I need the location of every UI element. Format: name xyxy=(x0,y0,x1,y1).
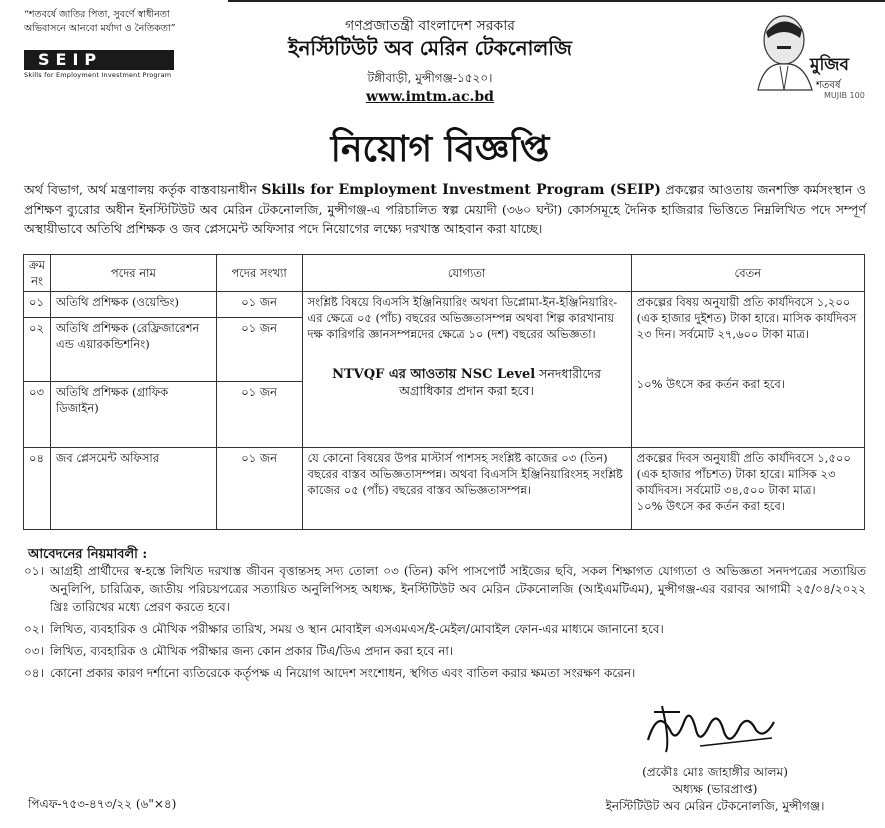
row-count: ০১ জন xyxy=(216,382,302,448)
salary-text: প্রকল্পের দিবস অনুযায়ী প্রতি কার্যদিবসে ১,৫০০ (এক হাজার পাঁচশত) টাকা হারে। মাসিক ২৩ কার্যদিবস। সর্বমোট ৩৪,৫০০ টাকা মাত্র। xyxy=(636,451,851,497)
signature xyxy=(640,700,780,758)
intro-paragraph xyxy=(24,180,866,238)
row-serial: ০৩ xyxy=(24,382,51,448)
rules-heading: আবেদনের নিয়মাবলী : xyxy=(28,547,148,562)
row-count: ০১ জন xyxy=(216,448,302,530)
instructor-salary xyxy=(631,292,864,448)
salary-text: প্রকল্পের বিষয় অনুযায়ী প্রতি কার্যদিবসে ১,২০০ (এক হাজার দুইশত) টাকা হারে। মাসিক কার্যদিবস ২৩ দিন। সর্বমোট ২৭,৬০০ টাকা মাত্র। xyxy=(636,295,857,341)
institute-name: ইনস্টিটিউট অব মেরিন টেকনোলজি xyxy=(288,36,572,60)
motto xyxy=(24,8,176,36)
signer-name: (প্রকৌঃ মোঃ জাহাঙ্গীর আলম) xyxy=(642,765,788,779)
qualification-note xyxy=(308,366,626,399)
header-salary: বেতন xyxy=(631,255,864,292)
footer-code: পিএফ-৭৫৩-৪৭৩/২২ (৬"×৪) xyxy=(28,797,177,811)
officer-salary xyxy=(631,448,864,530)
row-post: অতিথি প্রশিক্ষক (রেফ্রিজারেশন এন্ড এয়ারকন্ডিশনিং) xyxy=(51,318,217,382)
qualification-note-bold: NTVQF এর আওতায় NSC Level xyxy=(332,367,536,382)
intro-program: Skills for Employment Investment Program (SEIP) xyxy=(261,182,661,198)
rule-number: ০৩। xyxy=(24,644,44,658)
list-item xyxy=(24,664,866,682)
mujib-logo-text: মুজিব xyxy=(810,55,849,75)
tax-note: ১০% উৎসে কর কর্তন করা হবে। xyxy=(636,499,785,513)
row-count: ০১ জন xyxy=(216,318,302,382)
website-link[interactable]: www.imtm.ac.bd xyxy=(366,89,494,105)
mujib-100-logo xyxy=(744,12,874,102)
list-item xyxy=(24,642,866,660)
row-serial: ০২ xyxy=(24,318,51,382)
tax-note: ১০% উৎসে কর কর্তন করা হবে। xyxy=(636,377,785,391)
rule-text: আগ্রহী প্রার্থীদের স্ব-হস্তে লিখিত দরখাস্ত জীবন বৃত্তান্তসহ সদ্য তোলা ০৩ (তিন) কপি পাসপোর্ট সাইজের ছবি, সকল শিক্ষাগত যোগ্যতা ও অভিজ্ঞতা সনদপত্রের সত্যায়িত অনুলিপি, চারিত্রিক, জাতীয় পরিচয়পত্রের সত্যায়িত অনুলিপিসহ অধ্যক্ষ, ইনস্টিটিউট অব মেরিন টেকনোলজি (আইএমটিএম), মুন্সীগঞ্জ-এর বরাবর আগামী ২৫/০৪/২০২২ খ্রিঃ তারিখের মধ্যে প্রেরণ করতে হবে। xyxy=(50,564,866,614)
mujib-logo-sub: শতবর্ষ xyxy=(816,80,841,91)
table-row xyxy=(24,448,865,530)
rule-number: ০২। xyxy=(24,622,44,636)
header-serial: ক্রম নং xyxy=(24,255,51,292)
list-item xyxy=(24,620,866,638)
qualification-note-rest: সনদধারীদের অগ্রাধিকার প্রদান করা হবে। xyxy=(399,366,601,398)
header-count: পদের সংখ্যা xyxy=(216,255,302,292)
row-post: অতিথি প্রশিক্ষক (গ্রাফিক ডিজাইন) xyxy=(51,382,217,448)
row-post: অতিথি প্রশিক্ষক (ওয়েল্ডিং) xyxy=(51,292,217,318)
qualification-text: সংশ্লিষ্ট বিষয়ে বিএসসি ইঞ্জিনিয়ারিং অথবা ডিপ্লোমা-ইন-ইঞ্জিনিয়ারিং-এর ক্ষেত্রে ০৫ (পাঁচ) বছরের অভিজ্ঞতাসম্পন্ন অথবা শিল্প কারখানায় দক্ষ কারিগরি জ্ঞানসম্পন্নদের ক্ষেত্রে ১০ (দশ) বছরের অভিজ্ঞতা। xyxy=(307,295,618,341)
intro-after: প্রকল্পের আওতায় জনশক্তি কর্মসংস্থান ও প্রশিক্ষণ ব্যুরোর অধীন ইনস্টিটিউট অব মেরিন টেকনোলজি, মুন্সীগঞ্জ-এ পরিচালিত স্বল্প মেয়াদী (৩৬০ ঘন্টা) কোর্সসমূহে দৈনিক হাজিরার ভিত্তিতে নিম্নলিখিত পদে সম্পূর্ণ অস্থায়ীভাবে অতিথি প্রশিক্ষক ও জব প্লেসমেন্ট অফিসার পদে নিয়োগের লক্ষ্যে দরখাস্ত আহবান করা যাচ্ছে। xyxy=(24,182,866,236)
officer-qualification: যে কোনো বিষয়ের উপর মাস্টার্স পাশসহ সংশ্লিষ্ট কাজের ০৩ (তিন) বছরের বাস্তব অভিজ্ঞতাসম্পন্ন। অথবা বিএসসি ইঞ্জিনিয়ারিংসহ সংশ্লিষ্ট কাজের ০৫ (পাঁচ) বছরের বাস্তব অভিজ্ঞতাসম্পন্ন। xyxy=(302,448,631,530)
top-border-line xyxy=(228,0,885,2)
row-serial: ০৪ xyxy=(24,448,51,530)
row-post: জব প্লেসমেন্ট অফিসার xyxy=(51,448,217,530)
motto-line-2: অভিবাসনে আনবো মর্যাদা ও নৈতিকতা” xyxy=(24,23,176,34)
intro-before: অর্থ বিভাগ, অর্থ মন্ত্রণালয় কর্তৃক বাস্তবায়নাধীন xyxy=(24,182,262,197)
rule-text: লিখিত, ব্যবহারিক ও মৌখিক পরীক্ষার জন্য কোন প্রকার টিএ/ডিএ প্রদান করা হবে না। xyxy=(50,644,454,658)
mujib-logo-en: MUJIB 100 xyxy=(824,91,865,100)
seip-tagline: Skills for Employment Investment Program xyxy=(24,71,172,79)
row-serial: ০১ xyxy=(24,292,51,318)
institute-address: টঙ্গীবাড়ী, মুন্সীগঞ্জ-১৫২০। xyxy=(367,71,493,85)
rule-text: লিখিত, ব্যবহারিক ও মৌখিক পরীক্ষার তারিখ, সময় ও স্থান মোবাইল এসএমএস/ই-মেইল/মোবাইল ফোন-এর মাধ্যমে জানানো হবে। xyxy=(50,622,664,636)
notice-title: নিয়োগ বিজ্ঞপ্তি xyxy=(330,128,550,170)
signer-block xyxy=(560,764,870,815)
row-count: ০১ জন xyxy=(216,292,302,318)
seip-logo-text: SEIP xyxy=(24,50,174,70)
list-item xyxy=(24,562,866,616)
instructor-qualification xyxy=(302,292,631,448)
motto-line-1: “শতবর্ষে জাতির পিতা, সুবর্ণে স্বাধীনতা xyxy=(24,9,170,20)
header-qualification: যোগ্যতা xyxy=(302,255,631,292)
rule-number: ০৪। xyxy=(24,666,44,680)
government-name: গণপ্রজাতন্ত্রী বাংলাদেশ সরকার xyxy=(345,18,515,34)
header-post: পদের নাম xyxy=(51,255,217,292)
rule-number: ০১। xyxy=(24,564,44,578)
signer-institute: ইনস্টিটিউট অব মেরিন টেকনোলজি, মুন্সীগঞ্জ। xyxy=(605,799,825,813)
table-header-row xyxy=(24,255,865,292)
seip-logo xyxy=(24,50,174,82)
table-row xyxy=(24,292,865,318)
signer-designation: অধ্যক্ষ (ভারপ্রাপ্ত) xyxy=(672,782,758,796)
vacancy-table xyxy=(23,254,865,530)
rule-text: কোনো প্রকার কারণ দর্শানো ব্যতিরেকে কর্তৃপক্ষ এ নিয়োগ আদেশ সংশোধন, স্থগিত এবং বাতিল করার ক্ষমতা সংরক্ষণ করেন। xyxy=(50,666,636,680)
rules-list xyxy=(24,562,866,686)
